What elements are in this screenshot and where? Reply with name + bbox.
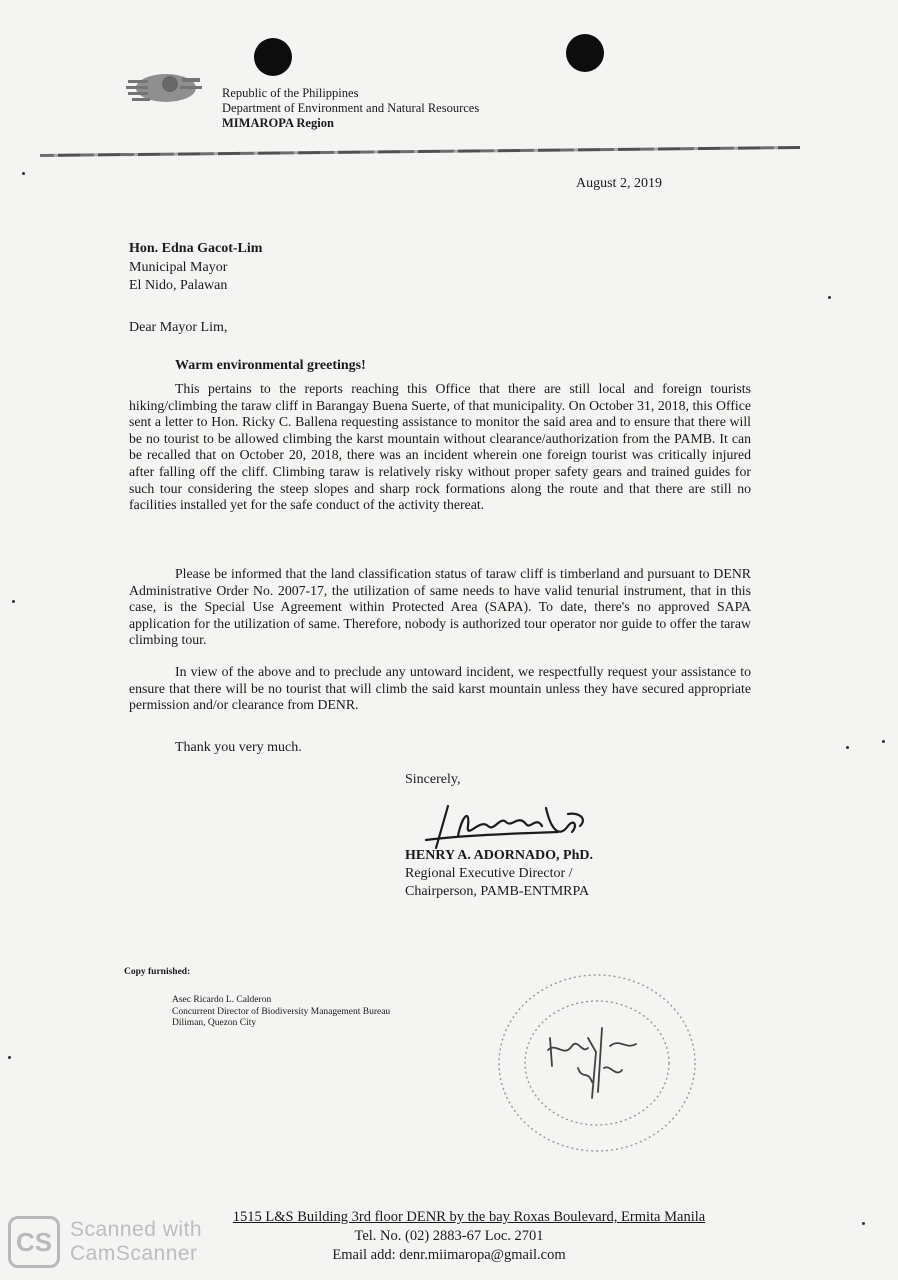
copy-furnished-recipient (172, 995, 390, 1030)
addressee-block (129, 240, 262, 296)
letterhead-department: Department of Environment and Natural Resources (222, 101, 480, 115)
signatory-name: HENRY A. ADORNADO, PhD. (405, 848, 594, 863)
letterhead (222, 86, 479, 131)
copy-recipient-name: Asec Ricardo L. Calderon (172, 995, 272, 1005)
copy-recipient-address: Diliman, Quezon City (172, 1018, 257, 1028)
salutation: Dear Mayor Lim, (129, 320, 228, 335)
binder-hole-right (566, 34, 604, 72)
copy-furnished-label: Copy furnished: (124, 967, 191, 977)
signatory-title-1: Regional Executive Director / (405, 866, 573, 881)
signatory-title-2: Chairperson, PAMB-ENTMRPA (405, 884, 590, 899)
signatory-block (405, 847, 593, 901)
letterhead-divider (40, 146, 800, 157)
addressee-title: Municipal Mayor (129, 259, 228, 275)
letterhead-republic: Republic of the Philippines (222, 86, 359, 100)
scan-speck (22, 172, 25, 175)
addressee-location: El Nido, Palawan (129, 278, 228, 293)
footer-email: Email add: denr.miimaropa@gmail.com (332, 1247, 566, 1263)
scan-speck (8, 1056, 11, 1059)
binder-hole-left (254, 38, 292, 76)
scan-speck (828, 296, 831, 299)
camscanner-line-1: Scanned with (70, 1218, 203, 1241)
received-stamp (492, 968, 702, 1158)
body-paragraph-3: In view of the above and to preclude any untoward incident, we respectfully request your assistance to ensure that there will be no tourist that will climb the said karst mountain unless they have secured appropriate permission and/or clearance from DENR. (129, 664, 751, 713)
footer-telephone: Tel. No. (02) 2883-67 Loc. 2701 (354, 1228, 544, 1244)
camscanner-line-2: CamScanner (70, 1242, 198, 1265)
body-paragraph-2: Please be informed that the land classification status of taraw cliff is timberland and pursuant to DENR Administrative Order No. 2007-17, the utilization of same needs to have valid tenurial instrument, that in this case, is the Special Use Agreement within Protected Area (SAPA). To date, there's no approved SAPA application for the utilization of same. Therefore, nobody is authorized tour operator nor guide to offer the taraw climbing tour. (129, 566, 751, 648)
denr-logo-icon (122, 68, 208, 112)
camscanner-watermark (8, 1216, 202, 1268)
scan-speck (846, 746, 849, 749)
camscanner-logo-icon: CS (8, 1216, 60, 1268)
addressee-name: Hon. Edna Gacot-Lim (129, 241, 263, 256)
greeting: Warm environmental greetings! (175, 358, 366, 373)
copy-recipient-office: Concurrent Director of Biodiversity Management Bureau (172, 1006, 391, 1017)
body-paragraph-1: This pertains to the reports reaching this Office that there are still local and foreign tourists hiking/climbing the taraw cliff in Barangay Buena Suerte, of that municipality. On October 31, 2018, this Office sent a letter to Hon. Ricky C. Ballena requesting assistance to monitor the said area and to ensure that there will be no tourist to be allowed climbing the karst mountain without clearance/authorization from the PAMB. It can be recalled that on October 20, 2018, there was an incident wherein one foreign tourist was critically injured after falling off the cliff. Climbing taraw is relatively risky without proper safety gears and trained guides for such tour considering the steep slopes and sharp rock formations along the route and that there are still no facilities installed yet for the safe conduct of the activity thereat. (129, 381, 751, 513)
camscanner-text (70, 1218, 202, 1266)
letterhead-region: MIMAROPA Region (222, 116, 334, 130)
scan-speck (882, 740, 885, 743)
footer-address: 1515 L&S Building 3rd floor DENR by the bay Roxas Boulevard, Ermita Manila (232, 1209, 706, 1225)
closing-thanks: Thank you very much. (175, 740, 302, 755)
letter-date: August 2, 2019 (576, 176, 662, 191)
scan-speck (12, 600, 15, 603)
closing-sincerely: Sincerely, (405, 772, 461, 787)
